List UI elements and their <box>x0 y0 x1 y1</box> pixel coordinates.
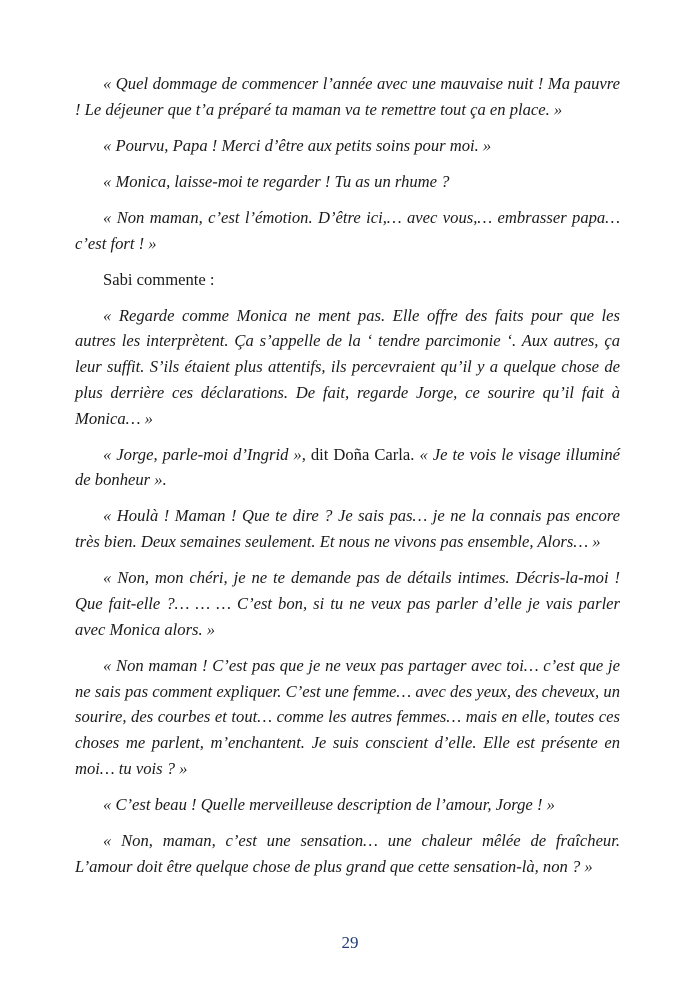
paragraph <box>75 503 620 555</box>
dialogue-text: « Houlà ! Maman ! Que te dire ? Je sais pas… je ne la connais pas encore très bien. Deux semaines seulement. Et nous ne vivons pas ensemble, Alors… » <box>75 506 620 552</box>
paragraph <box>75 169 620 195</box>
narration-text: Sabi commente : <box>103 269 215 289</box>
dialogue-text: « Non, mon chéri, je ne te demande pas de détails intimes. Décris-la-moi ! Que fait-elle ?… … … C’est bon, si tu ne veux pas parler d’elle je vais parler avec Monica alors. » <box>75 568 620 639</box>
paragraph <box>75 303 620 432</box>
dialogue-text: « Monica, laisse-moi te regarder ! Tu as un rhume ? <box>103 171 450 191</box>
dialogue-text: « Pourvu, Papa ! Merci d’être aux petits soins pour moi. » <box>103 135 492 155</box>
paragraph <box>75 71 620 123</box>
dialogue-text: « Non maman ! C’est pas que je ne veux pas partager avec toi… c’est que je ne sais pas comment expliquer. C’est une femme… avec des yeux, des cheveux, un sourire, des courbes et tout… comme les autres femmes… mais en elle, toutes ces choses me parlent, m’enchantent. Je suis conscient d’elle. Elle est présente en moi… tu vois ? » <box>75 655 620 779</box>
paragraph <box>75 442 620 494</box>
paragraph <box>75 653 620 782</box>
page-number: 29 <box>341 933 359 952</box>
dialogue-text: « Je te vois le visage illuminé de bonheur ». <box>75 444 621 490</box>
narration-text: dit Doña Carla. <box>305 444 420 464</box>
paragraph <box>75 565 620 642</box>
paragraph <box>75 792 620 818</box>
dialogue-text: « C’est beau ! Quelle merveilleuse description de l’amour, Jorge ! » <box>103 795 555 814</box>
dialogue-text: « Non maman, c’est l’émotion. D’être ici,… avec vous,… embrasser papa… c’est fort ! » <box>75 207 620 253</box>
dialogue-text: « Regarde comme Monica ne ment pas. Elle offre des faits pour que les autres les interprètent. Ça s’appelle de la ‘ tendre parcimonie ‘. Aux autres, ça leur suffit. S’ils étaient plus attentifs, ils percevraient qu’il y a quelque chose de plus derrière ces déclarations. De fait, regarde Jorge, ce sourire qu’il fait à Monica… » <box>75 305 620 428</box>
body-text <box>75 71 620 890</box>
dialogue-text: « Non, maman, c’est une sensation… une chaleur mêlée de fraîcheur. L’amour doit être quelque chose de plus grand que cette sensation-là, non ? » <box>75 830 620 876</box>
dialogue-text: « Jorge, parle-moi d’Ingrid », <box>103 444 306 464</box>
paragraph <box>75 267 620 293</box>
paragraph <box>75 133 620 159</box>
paragraph <box>75 205 620 257</box>
paragraph <box>75 828 620 880</box>
dialogue-text: « Quel dommage de commencer l’année avec une mauvaise nuit ! Ma pauvre ! Le déjeuner que t’a préparé ta maman va te remettre tout ça en place. » <box>75 74 620 119</box>
